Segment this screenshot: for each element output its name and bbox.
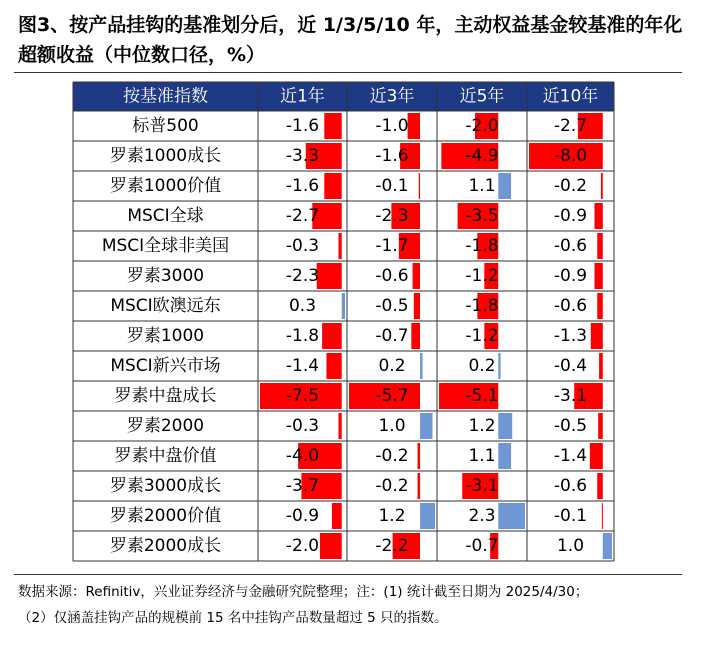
bar — [597, 473, 603, 499]
value-label: -2.3 — [375, 206, 409, 226]
bar — [498, 503, 525, 529]
value-label: -2.3 — [285, 266, 320, 286]
value-label: -1.8 — [465, 236, 499, 256]
value-label: 0.2 — [468, 356, 496, 376]
value-label: -1.8 — [465, 296, 499, 316]
value-label: -0.9 — [285, 506, 320, 526]
row-label: 罗素2000 — [126, 416, 205, 436]
value-label: -3.1 — [553, 386, 588, 406]
value-label: -2.0 — [285, 536, 320, 556]
bar — [420, 353, 422, 379]
value-label: -0.2 — [553, 176, 588, 196]
value-label: 1.2 — [468, 416, 496, 436]
bar — [322, 323, 342, 349]
bar — [317, 263, 342, 289]
value-label: -0.6 — [553, 296, 588, 316]
bar — [413, 263, 420, 289]
bar — [408, 113, 420, 139]
bar — [498, 443, 511, 469]
source-note-line-2: （2）仅涵盖挂钩产品的规模前 15 名中挂钩产品数量超过 5 只的指数。 — [18, 610, 448, 626]
column-header-3: 近5年 — [459, 86, 505, 107]
row-label: MSCI新兴市场 — [110, 356, 221, 376]
value-label: -2.7 — [285, 206, 320, 226]
value-label: -0.5 — [553, 416, 588, 436]
value-label: -4.0 — [285, 446, 320, 466]
value-label: -3.7 — [285, 476, 320, 496]
value-label: -5.7 — [375, 386, 409, 406]
row-label: 罗素1000成长 — [109, 146, 222, 166]
value-label: -2.7 — [553, 116, 588, 136]
row-label: 罗素1000 — [126, 326, 205, 346]
value-label: -0.7 — [375, 326, 409, 346]
value-label: -1.2 — [465, 266, 499, 286]
bar — [324, 173, 341, 199]
bar — [602, 503, 603, 529]
value-label: 0.3 — [288, 296, 317, 316]
value-label: -1.7 — [375, 236, 409, 256]
row-label: 罗素1000价值 — [109, 176, 222, 196]
value-label: -7.5 — [285, 386, 320, 406]
value-label: -0.7 — [465, 536, 499, 556]
row-label: 罗素2000价值 — [109, 506, 222, 526]
bar — [597, 293, 603, 319]
bar — [326, 353, 341, 379]
row-label: 罗素中盘成长 — [114, 386, 217, 406]
bar — [498, 353, 500, 379]
bar — [498, 413, 512, 439]
bar — [418, 473, 420, 499]
value-label: -8.0 — [553, 146, 588, 166]
row-label: 罗素3000 — [126, 266, 205, 286]
value-label: 0.2 — [378, 356, 406, 376]
value-label: 1.0 — [378, 416, 406, 436]
bar — [420, 413, 432, 439]
value-label: -1.0 — [375, 116, 409, 136]
value-label: -0.2 — [375, 446, 409, 466]
value-label: -0.1 — [375, 176, 409, 196]
value-label: -0.9 — [553, 206, 588, 226]
value-label: -0.3 — [285, 236, 320, 256]
column-header-2: 近3年 — [369, 86, 415, 107]
bar — [419, 173, 420, 199]
bar — [338, 413, 341, 439]
row-label: MSCI欧澳远东 — [110, 296, 221, 316]
value-label: -0.9 — [553, 266, 588, 286]
value-label: -1.6 — [285, 116, 320, 136]
value-label: -1.4 — [285, 356, 320, 376]
value-label: -1.2 — [465, 326, 499, 346]
bar — [598, 413, 603, 439]
bar — [601, 173, 603, 199]
value-label: 1.1 — [468, 176, 496, 196]
bar — [498, 173, 511, 199]
bar — [603, 533, 612, 559]
value-label: -0.6 — [553, 476, 588, 496]
value-label: -1.6 — [375, 146, 409, 166]
value-label: -0.2 — [375, 476, 409, 496]
value-label: -0.5 — [375, 296, 409, 316]
value-label: -3.3 — [285, 146, 320, 166]
title-line-2: 超额收益（中位数口径，%） — [18, 44, 266, 66]
row-label: 标普500 — [132, 116, 199, 136]
value-label: -0.4 — [553, 356, 588, 376]
footer-divider — [14, 574, 682, 575]
value-label: -0.6 — [375, 266, 409, 286]
value-label: -3.5 — [465, 206, 499, 226]
row-label: 罗素2000成长 — [109, 536, 222, 556]
value-label: -0.6 — [553, 236, 588, 256]
bar — [320, 533, 342, 559]
value-label: -5.1 — [465, 386, 499, 406]
bar — [590, 443, 603, 469]
row-label: MSCI全球 — [127, 206, 204, 226]
value-label: 1.2 — [378, 506, 406, 526]
value-label: -0.1 — [553, 506, 588, 526]
bar — [324, 113, 341, 139]
value-label: -4.9 — [465, 146, 499, 166]
bar — [338, 233, 341, 259]
bar — [594, 203, 602, 229]
column-header-4: 近10年 — [542, 86, 599, 107]
column-header-1: 近1年 — [280, 86, 325, 107]
bar — [332, 503, 342, 529]
row-label: 罗素3000成长 — [109, 476, 222, 496]
value-label: -2.2 — [375, 536, 409, 556]
value-label: 1.0 — [556, 536, 585, 556]
bar — [418, 443, 420, 469]
bar — [599, 353, 603, 379]
value-label: -0.3 — [285, 416, 320, 436]
value-label: -1.8 — [285, 326, 320, 346]
bar — [597, 233, 603, 259]
bar — [591, 323, 603, 349]
bar — [420, 503, 435, 529]
value-label: 2.3 — [468, 506, 496, 526]
header-label: 按基准指数 — [123, 86, 208, 107]
value-label: 1.1 — [468, 446, 496, 466]
title-line-1: 图3、按产品挂钩的基准划分后，近 1/3/5/10 年，主动权益基金较基准的年化 — [18, 14, 683, 36]
bar — [411, 323, 420, 349]
value-label: -1.3 — [553, 326, 588, 346]
row-label: MSCI全球非美国 — [101, 236, 230, 256]
value-label: -1.4 — [553, 446, 588, 466]
value-label: -2.0 — [465, 116, 499, 136]
value-label: -3.1 — [465, 476, 499, 496]
bar — [594, 263, 602, 289]
row-label: 罗素中盘价值 — [114, 446, 217, 466]
source-note-line-1: 数据来源：Refinitiv，兴业证券经济与金融研究院整理；注：(1) 统计截至日期为 2025/4/30； — [18, 584, 589, 600]
bar — [414, 293, 420, 319]
bar — [342, 293, 345, 319]
value-label: -1.6 — [285, 176, 320, 196]
